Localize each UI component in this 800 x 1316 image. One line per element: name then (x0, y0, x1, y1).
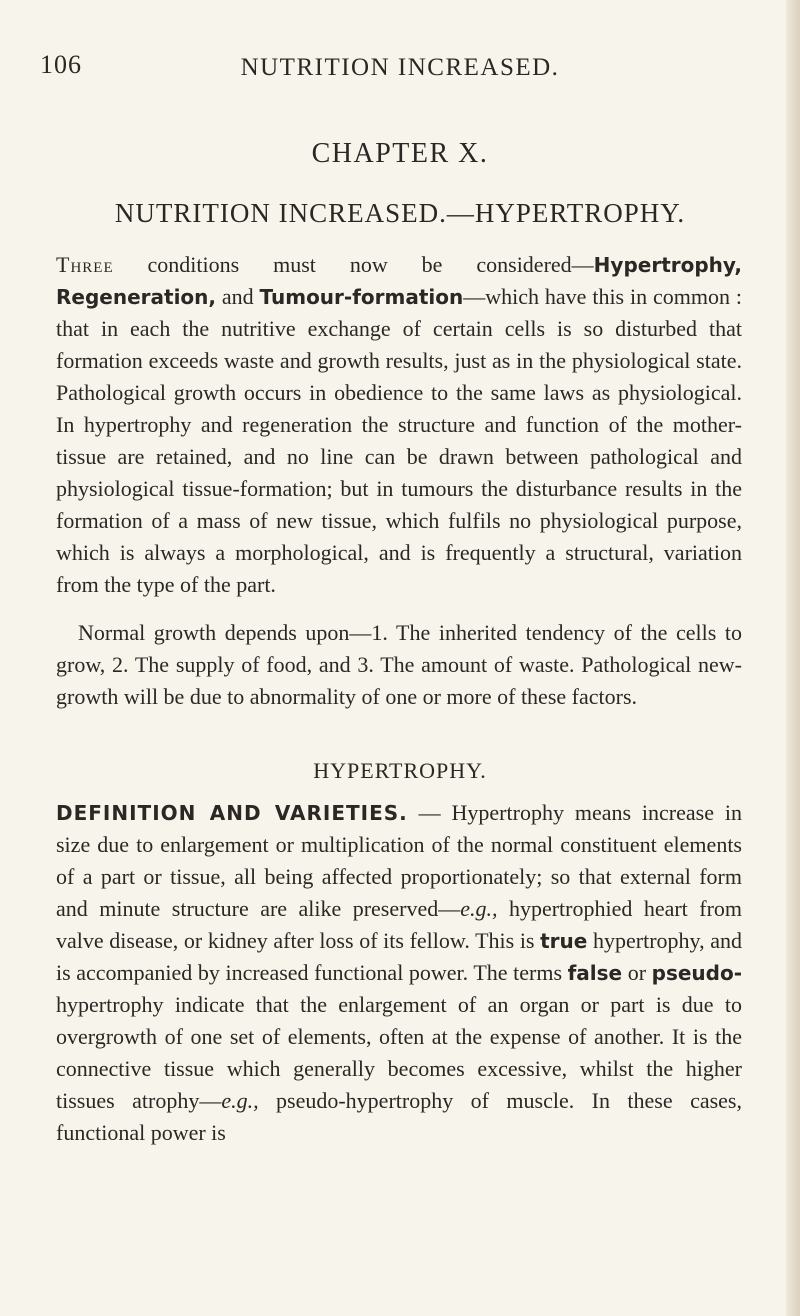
term-hypertrophy: Hypertrophy, (593, 253, 742, 277)
text-run: and (216, 284, 260, 309)
term-pseudo: pseudo- (651, 961, 743, 985)
text-run: hypertrophy, and is accompanied by increased functional power. The terms (56, 928, 742, 985)
term-false: false (567, 961, 623, 985)
text-run: conditions must now be considered— (113, 252, 594, 277)
term-regeneration: Regeneration, (56, 285, 216, 309)
paragraph-intro (56, 249, 742, 601)
text-run: —which have this in common : that in each the nutritive exchange of certain cells is so disturbed that formation exceeds waste and growth results, just as in the physiological state. Pathological growth occurs in obedience to the same laws as physiological. In hypertrophy and regeneration the structure and function of the mother-tissue are retained, and no line can be drawn between pathological and physiological tissue-formation; but in tumours the disturbance results in the formation of a mass of new tissue, which fulfils no physiological purpose, which is always a morphological, and is frequently a structural, variation from the type of the part. (56, 284, 742, 597)
lead-word: Three (56, 252, 114, 277)
paragraph-definition (56, 797, 742, 1149)
italic-run: e.g., (221, 1088, 259, 1113)
chapter-title: NUTRITION INCREASED.—HYPERTROPHY. (114, 198, 686, 228)
section-heading: HYPERTROPHY. (313, 758, 487, 783)
definition-heading: DEFINITION AND VARIETIES. (56, 801, 408, 825)
term-true: true (540, 929, 588, 953)
text-run: pseudo-hypertrophy of muscle. In these cases, functional power is (56, 1088, 742, 1145)
term-tumour-formation: Tumour-formation (259, 285, 464, 309)
text-run: hypertrophied heart from valve disease, or kidney after loss of its fellow. This is (56, 896, 743, 953)
text-run: or (622, 960, 652, 985)
text-run: — Hypertrophy means increase in size due to enlargement or multiplication of the normal constituent elements of a part or tissue, all being affected proportionately; so that external form and minute structure are alike preserved— (56, 800, 742, 921)
page-number: 106 (40, 50, 82, 79)
running-head: NUTRITION INCREASED. (240, 54, 560, 81)
italic-run: e.g., (460, 896, 498, 921)
chapter-number: CHAPTER X. (311, 138, 489, 169)
text-run: hypertrophy indicate that the enlargement of an organ or part is due to overgrowth of one set of elements, often at the expense of another. It is the connective tissue which generally becomes excessive, whilst the higher tissues atrophy— (56, 992, 742, 1113)
text-run: Normal growth depends upon—1. The inherited tendency of the cells to grow, 2. The supply of food, and 3. The amount of waste. Pathological new-growth will be due to abnormality of one or more of these factors. (56, 620, 742, 709)
page-header (40, 44, 740, 84)
paragraph-normal-growth (56, 617, 742, 713)
